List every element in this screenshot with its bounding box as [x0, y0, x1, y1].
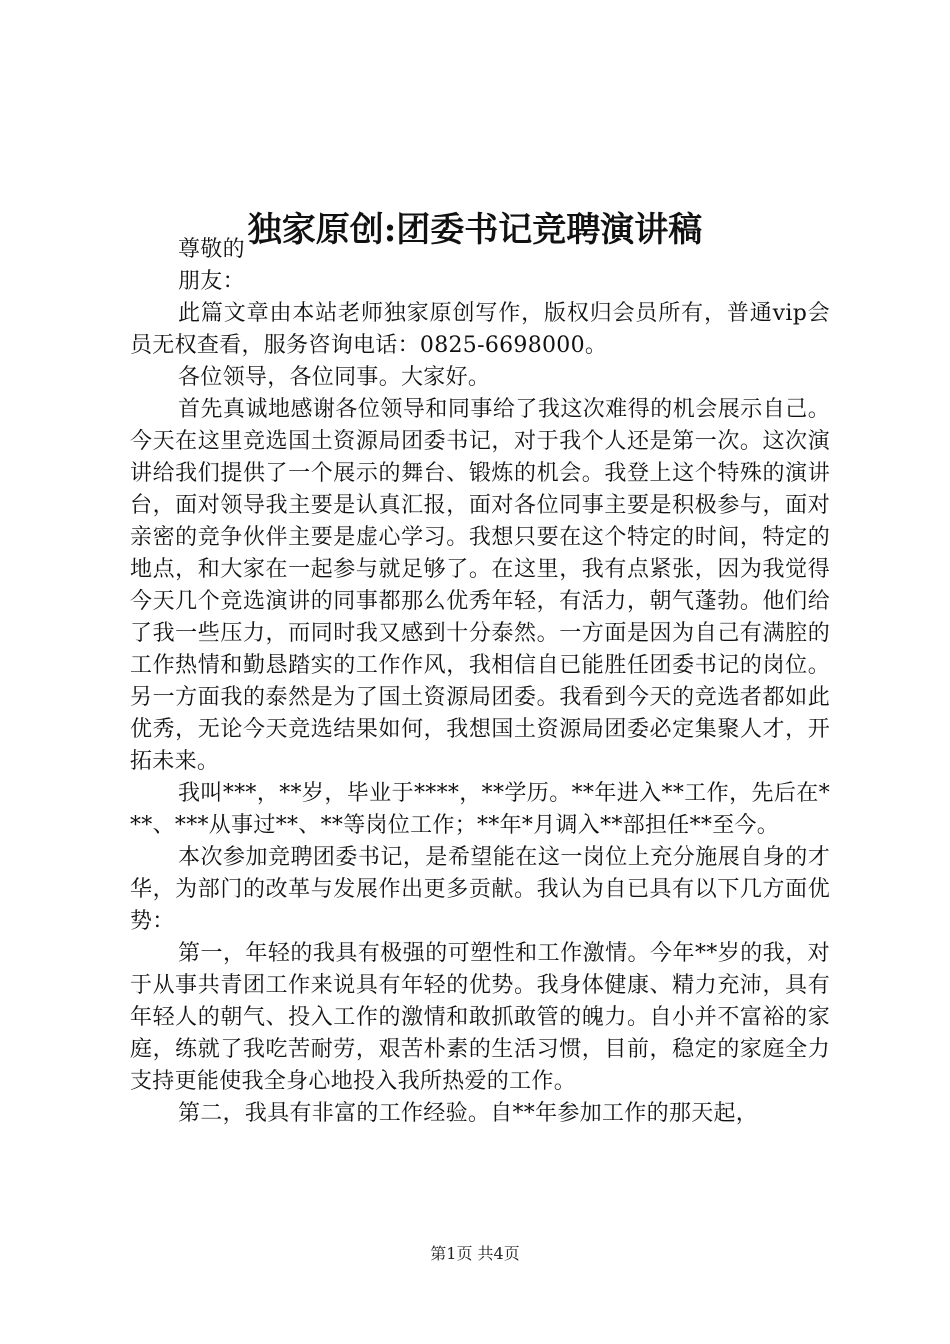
body-paragraph: 首先真诚地感谢各位领导和同事给了我这次难得的机会展示自己。今天在这里竞选国土资源局团委书记，对于我个人还是第一次。这次演讲给我们提供了一个展示的舞台、锻炼的机会。我登上这个特殊的演讲台，面对领导我主要是认真汇报，面对各位同事主要是积极参与，面对亲密的竞争伙伴主要是虚心学习。我想只要在这个特定的时间，特定的地点，和大家在一起参与就足够了。在这里，我有点紧张，因为我觉得今天几个竞选演讲的同事都那么优秀年轻，有活力，朝气蓬勃。他们给了我一些压力，而同时我又感到十分泰然。一方面是因为自己有满腔的工作热情和勤恳踏实的工作作风，我相信自已能胜任团委书记的岗位。另一方面我的泰然是为了国土资源局团委。我看到今天的竞选者都如此优秀，无论今天竞选结果如何，我想国土资源局团委必定集聚人才，开拓未来。 — [130, 397, 830, 774]
body-paragraph: 本次参加竞聘团委书记，是希望能在这一岗位上充分施展自身的才华，为部门的改革与发展作出更多贡献。我认为自已具有以下几方面优势： — [130, 845, 830, 934]
document-title: 独家原创:团委书记竞聘演讲稿 — [247, 209, 703, 250]
body-paragraph: 我叫***，**岁，毕业于****，**学历。**年进入**工作，先后在***、***从事过**、**等岗位工作；**年*月调入**部担任**至今。 — [130, 781, 830, 838]
greeting-line: 朋友： — [178, 269, 245, 294]
body-paragraph: 第二，我具有非富的工作经验。自**年参加工作的那天起， — [178, 1101, 759, 1126]
body-paragraph: 第一，年轻的我具有极强的可塑性和工作激情。今年**岁的我，对于从事共青团工作来说具有年轻的优势。我身体健康、精力充沛，具有年轻人的朝气、投入工作的激情和敢抓敢管的魄力。自小并不富裕的家庭，练就了我吃苦耐劳，艰苦朴素的生活习惯，目前，稳定的家庭全力支持更能使我全身心地投入我所热爱的工作。 — [130, 941, 830, 1094]
page-number-footer: 第1页 共4页 — [430, 1244, 520, 1263]
document-body — [130, 234, 830, 1130]
greeting-line: 尊敬的 — [178, 237, 245, 262]
salutation-paragraph: 各位领导，各位同事。大家好。 — [178, 365, 491, 390]
copyright-notice-paragraph: 此篇文章由本站老师独家原创写作，版权归会员所有，普通vip会员无权查看，服务咨询电话：0825-6698000。 — [130, 301, 830, 358]
